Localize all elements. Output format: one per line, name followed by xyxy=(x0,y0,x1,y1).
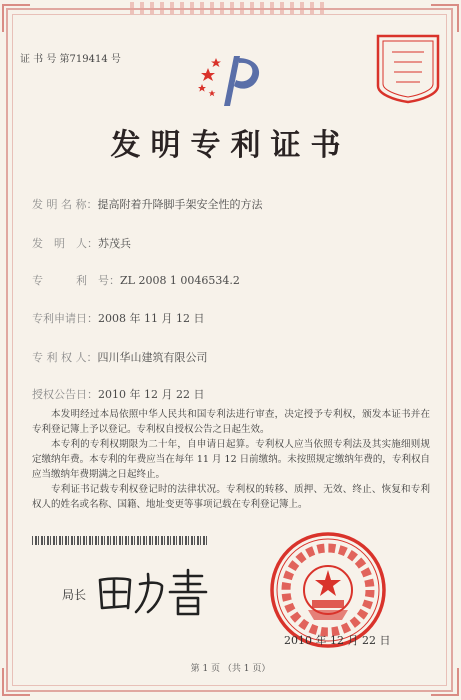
field-label: 发 明 人： xyxy=(32,237,98,250)
body-paragraph: 专利证书记载专利权登记时的法律状况。专利权的转移、质押、无效、终止、恢复和专利权人的姓名或名称、国籍、地址变更等事项记载在专利登记簿上。 xyxy=(32,484,430,510)
field-inventor xyxy=(32,235,131,251)
field-application-date xyxy=(32,310,204,326)
field-value: 2008 年 11 月 12 日 xyxy=(98,312,205,325)
body-paragraph: 本专利的专利权期限为二十年，自申请日起算。专利权人应当依照专利法及其实施细则规定缴纳年费。本专利的年费应当在每年 11 月 12 日前缴纳。未按照规定缴纳年费的，专利权自应当缴纳年费期满之日起终止。 xyxy=(32,439,430,480)
page-footer: 第 1 页 （共 1 页） xyxy=(190,664,271,674)
field-label: 授权公告日： xyxy=(32,388,98,401)
patent-office-emblem-icon xyxy=(190,50,270,110)
corner-ornament xyxy=(2,4,30,32)
certificate-body xyxy=(32,407,430,512)
barcode xyxy=(32,536,207,545)
director-signature-icon xyxy=(90,566,210,618)
field-label: 专 利 号： xyxy=(32,274,120,287)
field-grant-date xyxy=(32,386,204,402)
document-title: 发明专利证书 xyxy=(110,128,351,163)
field-invention-title xyxy=(32,196,263,212)
field-value: ZL 2008 1 0046534.2 xyxy=(120,274,240,287)
field-value: 2010 年 12 月 22 日 xyxy=(98,388,205,401)
body-paragraph: 本发明经过本局依照中华人民共和国专利法进行审查，决定授予专利权，颁发本证书并在专利登记簿上予以登记。专利权自授权公告之日起生效。 xyxy=(32,409,430,435)
patent-office-seal-icon xyxy=(372,24,444,104)
field-label: 专利申请日： xyxy=(32,312,98,325)
top-ornament xyxy=(130,2,330,14)
field-patentee xyxy=(32,349,208,365)
certificate-number: 证 书 号 第719414 号 xyxy=(20,54,121,65)
field-value: 提高附着升降脚手架安全性的方法 xyxy=(97,198,263,211)
field-patent-number xyxy=(32,272,240,288)
field-label: 专 利 权 人： xyxy=(32,351,98,364)
field-label: 发 明 名 称： xyxy=(32,198,98,211)
field-value: 苏茂兵 xyxy=(98,237,131,250)
issue-date: 2010 年 12 月 22 日 xyxy=(284,634,391,647)
field-value: 四川华山建筑有限公司 xyxy=(97,351,208,364)
director-label: 局长 xyxy=(62,588,87,602)
